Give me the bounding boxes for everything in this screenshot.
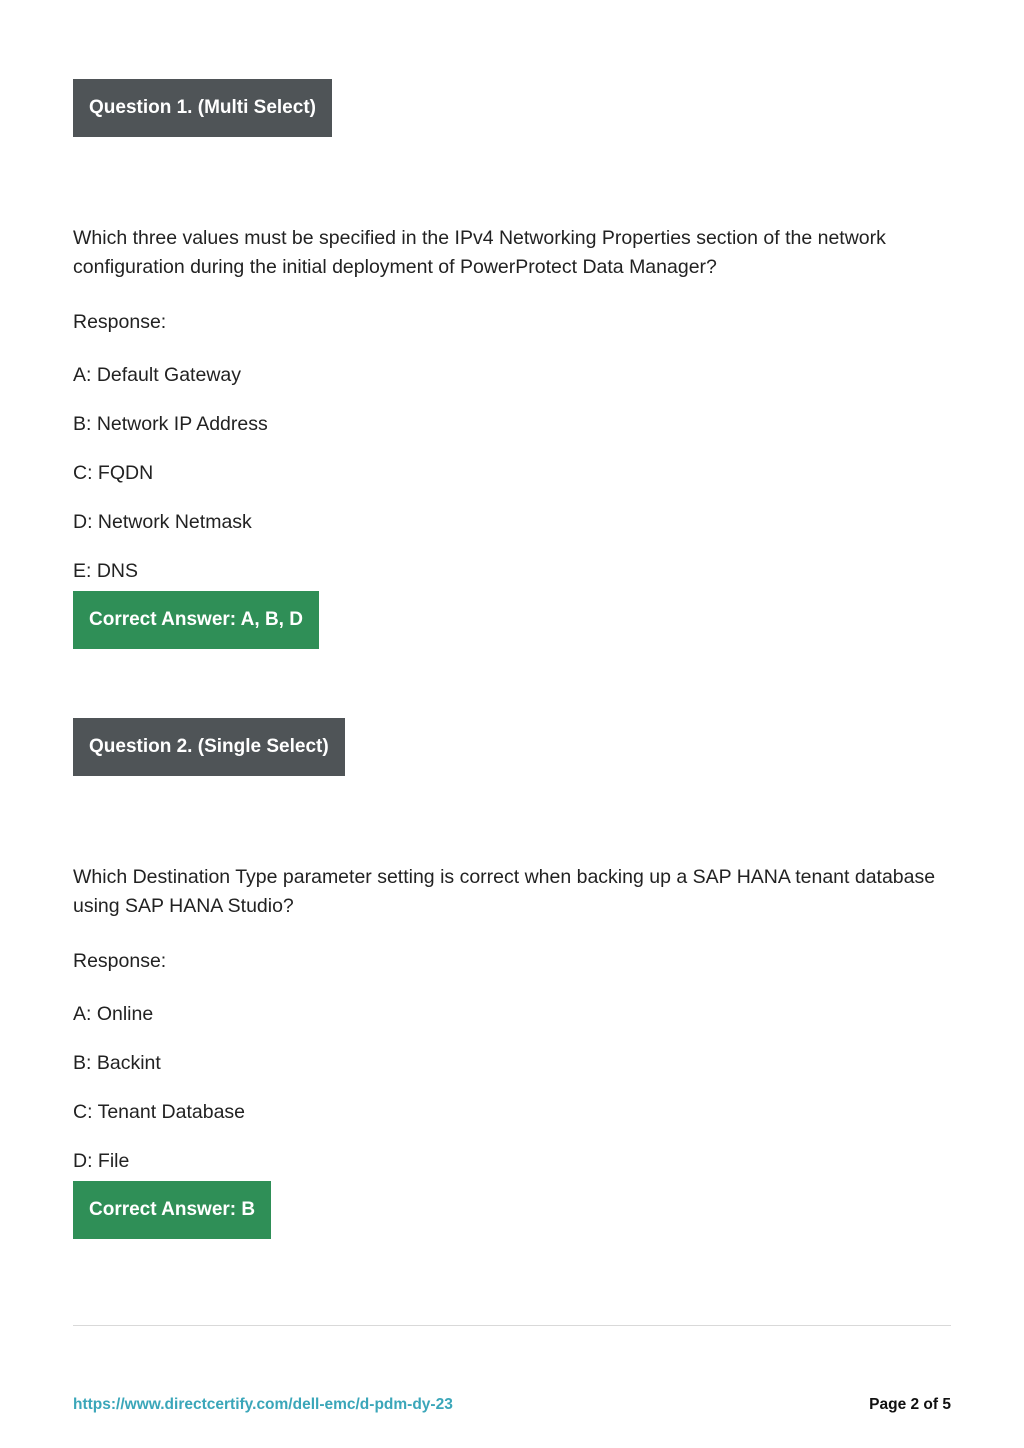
question-2-option-b: B: Backint — [73, 1052, 161, 1074]
question-2-option-a: A: Online — [73, 1003, 154, 1025]
question-1-option-c: C: FQDN — [73, 462, 154, 484]
question-2-header: Question 2. (Single Select) — [73, 718, 345, 776]
question-1-correct-answer: Correct Answer: A, B, D — [73, 591, 319, 649]
footer-divider — [73, 1325, 951, 1326]
question-2-text: Which Destination Type parameter setting is correct when backing up a SAP HANA tenant database using SAP HANA Studio? — [73, 866, 936, 917]
question-2-option-d: D: File — [73, 1150, 130, 1172]
page-number: Page 2 of 5 — [869, 1396, 951, 1413]
question-1-header: Question 1. (Multi Select) — [73, 79, 332, 137]
question-2-option-c: C: Tenant Database — [73, 1101, 246, 1123]
question-2-response-label: Response: — [73, 950, 167, 972]
question-1-option-d: D: Network Netmask — [73, 511, 252, 533]
footer-url-link[interactable]: https://www.directcertify.com/dell-emc/d-pdm-dy-23 — [73, 1396, 453, 1413]
question-2-correct-answer: Correct Answer: B — [73, 1181, 271, 1239]
question-1-option-e: E: DNS — [73, 560, 139, 582]
question-1-option-b: B: Network IP Address — [73, 413, 268, 435]
question-1-response-label: Response: — [73, 311, 167, 333]
question-1-text: Which three values must be specified in the IPv4 Networking Properties section of the network configuration during the initial deployment of PowerProtect Data Manager? — [73, 227, 886, 278]
question-1-option-a: A: Default Gateway — [73, 364, 241, 386]
